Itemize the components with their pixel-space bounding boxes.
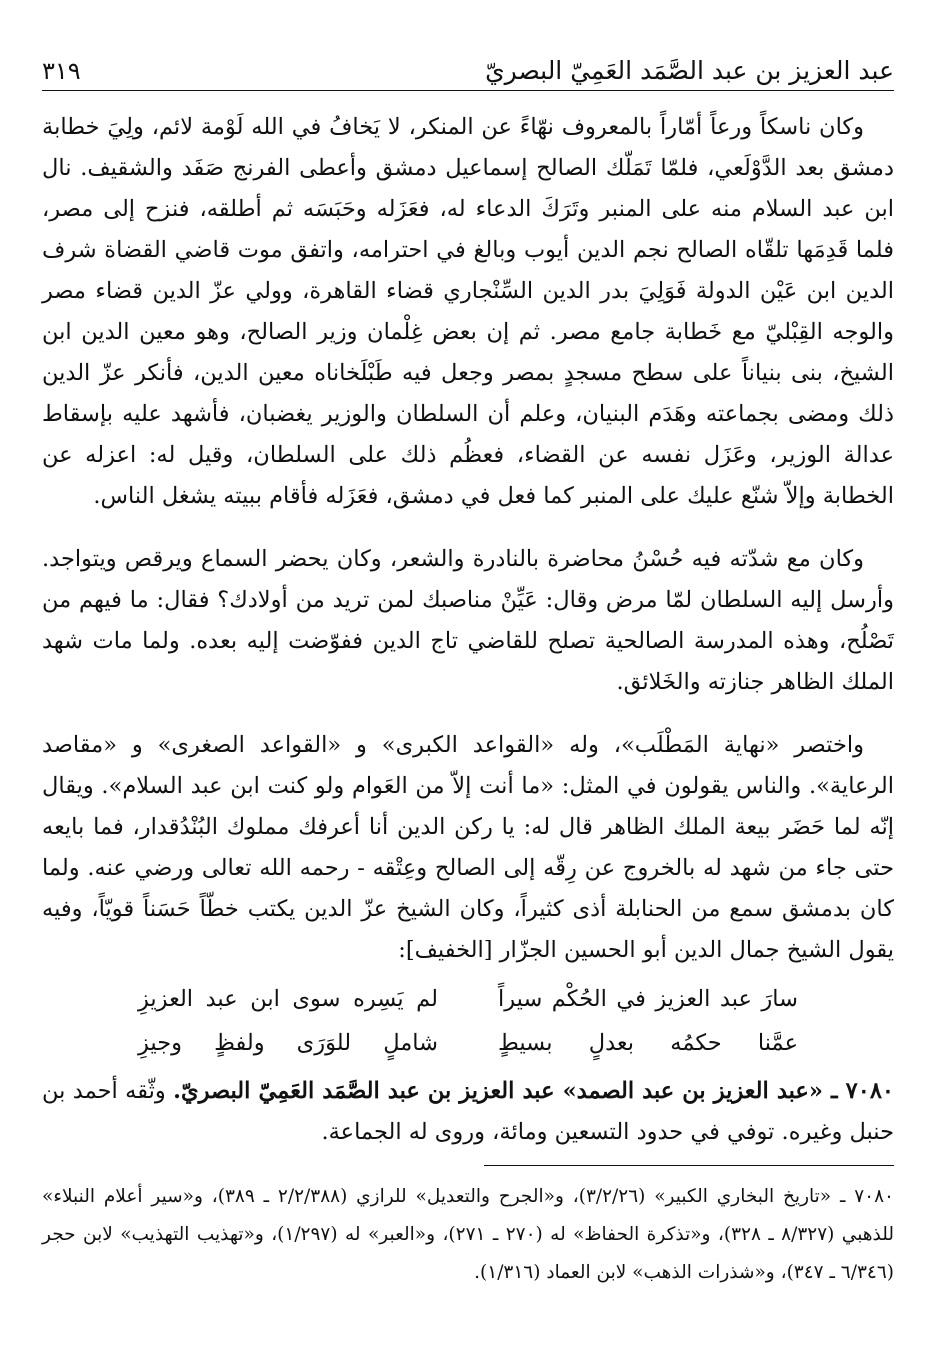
paragraph: وكان مع شدّته فيه حُسْنُ محاضرة بالنادرة والشعر، وكان يحضر السماع ويرقص ويتواجد. وأرسل إليه السلطان لمّا مرض وقال: عَيِّنْ مناصبك لمن تريد من أولادك؟ فقال: ما فيهم من تَصْلُح، وهذه المدرسة الصالحية تصلح للقاضي تاج الدين ففوّضت إليه بعده. ولما مات شهد الملك الظاهر جنازته والخَلائق. — [42, 546, 894, 695]
paragraph: وكان ناسكاً ورعاً أمّاراً بالمعروف نهّاءً عن المنكر، لا يَخافُ في الله لَوْمة لائم، ولِيَ خطابة دمشق بعد الدَّوْلَعي، فلمّا تَمَلّك الصالح إسماعيل دمشق وأعطى الفرنج صَفَد والشقيف. نال ابن عبد السلام منه على المنبر وتَرَكَ الدعاء له، فعَزَله وحَبَسَه ثم أطلقه، فنزح إلى مصر، فلما قَدِمَها تلقّاه الصالح نجم الدين أيوب وبالغ في احترامه، واتفق موت قاضي القضاة شرف الدين ابن عَيْن الدولة فَوَلِيَ بدر الدين السِّنْجاري قضاء القاهرة، وولي عزّ الدين قضاء مصر والوجه القِبْليّ مع خَطابة جامع مصر. ثم إن بعض غِلْمان وزير الصالح، وهو معين الدين ابن الشيخ، بنى بنياناً على سطح مسجدٍ بمصر وجعل فيه طَبْلَخاناه معين الدين، فأنكر عزّ الدين ذلك ومضى بجماعته وهَدَم البنيان، وعلم أن السلطان والوزير يغضبان، فأشهد عليه بإسقاط عدالة الوزير، وعَزَل نفسه عن القضاء، فعظُم ذلك على السلطان، وقيل له: اعزله عن الخطابة وإلاّ شنّع عليك على المنبر كما فعل في دمشق، فعَزَله فأقام ببيته يشغل الناس. — [42, 114, 894, 509]
footnote: ٧٠٨٠ ـ «تاريخ البخاري الكبير» (٣/٢/٢٦)، و«الجرح والتعديل» للرازي (٢/٢/٣٨٨ ـ ٣٨٩)، و«سير أعلام النبلاء» للذهبي (٨/٣٢٧ ـ ٣٢٨)، و«تذكرة الحفاظ» له (٢٧٠ ـ ٢٧١)، و«العبر» له (١/٢٩٧)، و«تهذيب التهذيب» لابن حجر (٦/٣٤٦ ـ ٣٤٧)، و«شذرات الذهب» لابن العماد (١/٣١٦). — [42, 1186, 894, 1283]
footnote-rule — [484, 1165, 894, 1166]
page-number: ٣١٩ — [42, 57, 81, 85]
poem-verse — [42, 977, 894, 1021]
verse-second-hemistich: شاملٍ للوَرَى ولفظٍ وجيزِ — [138, 1030, 438, 1056]
running-title: عبد العزيز بن عبد الصَّمَد العَمِيّ البصريّ — [485, 56, 894, 85]
poem — [42, 977, 894, 1065]
header-rule — [42, 90, 894, 91]
running-header — [42, 44, 894, 86]
poem-verse — [42, 1021, 894, 1065]
footnotes — [42, 1178, 894, 1292]
verse-first-hemistich: سارَ عبد العزيز في الحُكْم سيراً — [498, 986, 798, 1012]
paragraph: واختصر «نهاية المَطْلَب»، وله «القواعد الكبرى» و «القواعد الصغرى» و «مقاصد الرعاية». والناس يقولون في المثل: «ما أنت إلاّ من العَوام ولو كنت ابن عبد السلام». ويقال إنّه لما حَضَر بيعة الملك الظاهر قال له: يا ركن الدين أنا أعرفك مملوك البُنْدُقدار، فما بايعه حتى جاء من شهد له بالخروج عن رِقّه إلى الصالح وعِتْقه - رحمه الله تعالى ورضي عنه. ولما كان بدمشق سمع من الحنابلة أذى كثيراً، وكان الشيخ عزّ الدين يكتب خطّاً حَسَناً قويّاً، وفيه يقول الشيخ جمال الدين أبو الحسين الجزّار [الخفيف]: — [42, 732, 894, 963]
verse-first-hemistich: عمَّنا حكمُه بعدلٍ بسيطٍ — [498, 1030, 798, 1056]
biography-entry — [42, 1071, 894, 1153]
entry-text: وثّقه أحمد بن حنبل وغيره. توفي في حدود التسعين ومائة، وروى له الجماعة. — [42, 1078, 894, 1145]
main-text — [42, 107, 894, 971]
verse-second-hemistich: لم يَسِره سوى ابن عبد العزيزِ — [138, 986, 438, 1012]
entry-heading: ٧٠٨٠ ـ «عبد العزيز بن عبد الصمد» عبد العزيز بن عبد الصَّمَد العَمِيّ البصريّ. — [173, 1078, 895, 1104]
